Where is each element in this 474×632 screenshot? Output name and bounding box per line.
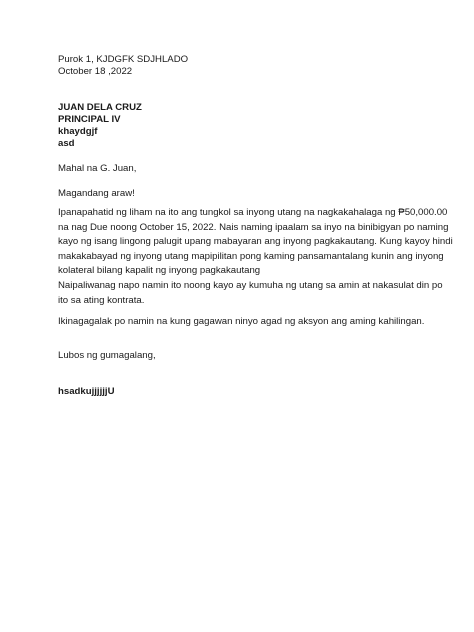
salutation: Mahal na G. Juan, <box>58 163 137 174</box>
recipient-name: JUAN DELA CRUZ <box>58 102 142 113</box>
paragraph-line: na nag Due noong October 15, 2022. Nais naming ipaalam sa inyo na binibigyan po naming <box>58 221 449 233</box>
recipient-title: PRINCIPAL IV <box>58 114 121 125</box>
paragraph-line: ito sa ating kontrata. <box>58 294 145 306</box>
greeting: Magandang araw! <box>58 188 135 199</box>
body-paragraph-1 <box>58 206 453 279</box>
body-paragraph-3: Ikinagagalak po namin na kung gagawan ninyo agad ng aksyon ang aming kahilingan. <box>58 316 425 327</box>
recipient-address-line-2: asd <box>58 138 75 149</box>
paragraph-line: Ipanapahatid ng liham na ito ang tungkol sa inyong utang na nagkakahalaga ng ₱50,000.00 <box>58 207 448 218</box>
letter-date: October 18 ,2022 <box>58 66 133 77</box>
sender-address: Purok 1, KJDGFK SDJHLADO <box>58 54 189 65</box>
paragraph-line: kayo ng isang lingong palugit upang mabayaran ang inyong pagkakautang. Kung kayoy hindi <box>58 236 453 248</box>
closing: Lubos ng gumagalang, <box>58 350 156 361</box>
paragraph-line: kolateral bilang kapalit ng inyong pagkakautang <box>58 265 261 277</box>
recipient-address-line-1: khaydgjf <box>58 126 98 137</box>
paragraph-line: makakabayad ng inyong utang mapipilitan pong kaming pansamantalang kunin ang inyong <box>58 250 444 262</box>
signature-name: hsadkujjjjjjU <box>58 386 115 397</box>
paragraph-line: Naipaliwanag napo namin ito noong kayo ay kumuha ng utang sa amin at nakasulat din po <box>58 280 443 291</box>
body-paragraph-2 <box>58 279 443 308</box>
